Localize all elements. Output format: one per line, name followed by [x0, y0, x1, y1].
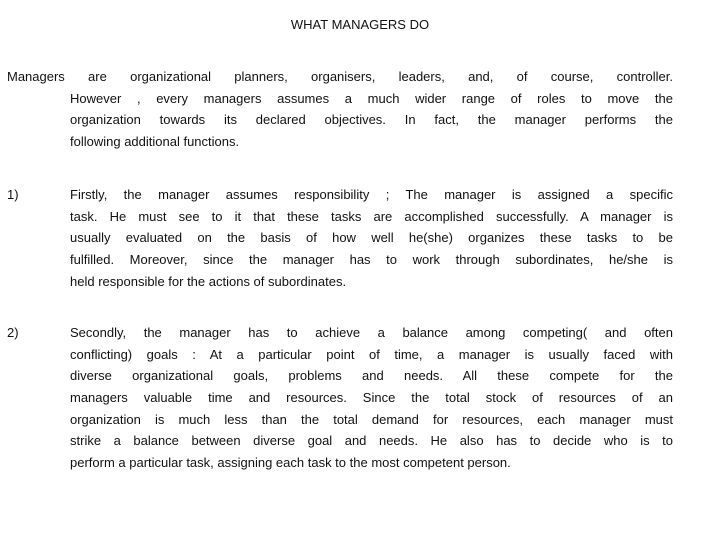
list-item-2	[7, 322, 673, 474]
list-number: 1)	[7, 187, 19, 202]
text-line: strike a balance between diverse goal and needs. He also has to decide who is to	[70, 433, 673, 449]
list-number: 2)	[7, 325, 19, 340]
text-line: Managers are organizational planners, organisers, leaders, and, of course, controller.	[7, 69, 673, 84]
text-line: perform a particular task, assigning each task to the most competent person.	[70, 455, 511, 471]
text-line: conflicting) goals : At a particular point of time, a manager is usually faced with	[70, 346, 673, 362]
text-line: usually evaluated on the basis of how well he(she) organizes these tasks to be	[70, 230, 673, 246]
text-line: diverse organizational goals, problems and needs. All these compete for the	[70, 368, 673, 384]
text-line: held responsible for the actions of subordinates.	[70, 273, 347, 289]
text-line: following additional functions.	[70, 134, 240, 150]
text-line: task. He must see to it that these tasks are accomplished successfully. A manager is	[70, 208, 673, 224]
text-line: fulfilled. Moreover, since the manager has to work through subordinates, he/she is	[70, 252, 673, 268]
text-line: Firstly, the manager assumes responsibility ; The manager is assigned a specific	[70, 187, 673, 202]
text-line: managers valuable time and resources. Since the total stock of resources of an	[70, 390, 673, 406]
text-line: However , every managers assumes a much wider range of roles to move the	[70, 90, 673, 106]
text-line: organization towards its declared objectives. In fact, the manager performs the	[70, 112, 673, 128]
page-title: WHAT MANAGERS DO	[290, 17, 430, 32]
list-item-1	[7, 184, 673, 292]
text-line: organization is much less than the total demand for resources, each manager must	[70, 411, 673, 427]
text-line: Secondly, the manager has to achieve a balance among competing( and often	[70, 325, 673, 340]
intro-paragraph	[7, 66, 673, 153]
